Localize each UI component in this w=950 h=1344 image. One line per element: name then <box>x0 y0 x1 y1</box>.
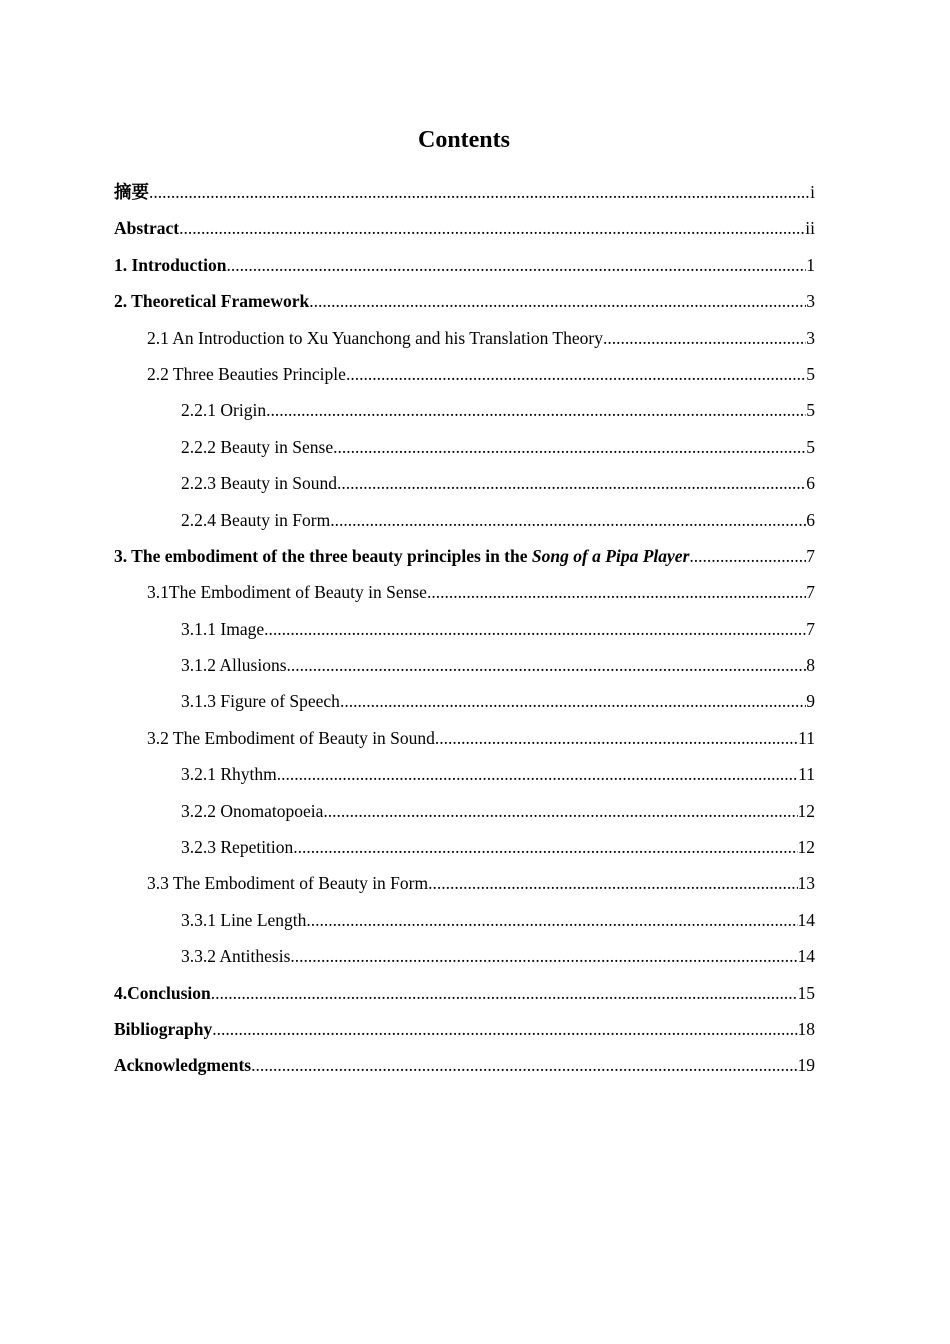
toc-entry-page-number: 5 <box>806 400 815 421</box>
toc-entry[interactable] <box>114 941 815 977</box>
toc-entry-page-number: 19 <box>797 1055 815 1076</box>
toc-entry-label <box>114 541 689 571</box>
toc-entry-label-text: Abstract <box>114 218 180 239</box>
toc-entry[interactable] <box>114 723 815 759</box>
toc-entry-label-text: 摘要 <box>114 182 149 202</box>
dot-leader <box>264 614 806 644</box>
toc-entry-label <box>181 650 287 680</box>
toc-entry[interactable] <box>114 577 815 613</box>
toc-entry-label <box>114 286 309 316</box>
toc-entry-page-number: 12 <box>797 837 815 858</box>
toc-entry-label <box>181 686 340 716</box>
toc-entry-page-number: ii <box>805 218 815 239</box>
toc-entry[interactable] <box>114 650 815 686</box>
toc-entry-label-text: 3.3.1 Line Length <box>181 909 307 930</box>
toc-entry-page-number: 3 <box>806 327 815 348</box>
toc-entry-label <box>147 723 435 753</box>
toc-entry-label <box>181 796 323 826</box>
toc-entry-page-number: 7 <box>806 618 815 639</box>
toc-entry[interactable] <box>114 978 815 1014</box>
toc-entry-page-number: i <box>810 182 815 202</box>
toc-entry[interactable] <box>114 177 815 213</box>
dot-leader <box>277 759 798 789</box>
toc-entry[interactable] <box>114 1014 815 1050</box>
toc-entry-label-text: 2.2 Three Beauties Principle <box>147 363 346 384</box>
toc-entry-page-number: 12 <box>797 800 815 821</box>
toc-entry[interactable] <box>114 796 815 832</box>
toc-entry-label-text: 2.2.4 Beauty in Form <box>181 509 331 530</box>
dot-leader <box>323 796 797 826</box>
toc-entry-label-text: 3.1.2 Allusions <box>181 655 287 676</box>
toc-entry-page-number: 9 <box>806 691 815 712</box>
toc-entry-label-text: 3.1.1 Image <box>181 618 265 639</box>
toc-entry-label <box>114 250 226 280</box>
toc-entry-label <box>181 941 290 971</box>
toc-entry-label <box>114 213 179 243</box>
toc-entry[interactable] <box>114 1050 815 1086</box>
toc-entry[interactable] <box>114 213 815 249</box>
table-of-contents <box>114 177 815 1087</box>
toc-entry[interactable] <box>114 359 815 395</box>
toc-entry-label-text: 3.2.3 Repetition <box>181 837 294 858</box>
toc-entry-label <box>147 323 603 353</box>
toc-entry-label-text: 2.1 An Introduction to Xu Yuanchong and his Translation Theory <box>147 327 603 348</box>
dot-leader <box>428 868 797 898</box>
toc-entry-label-text: Bibliography <box>114 1018 213 1039</box>
toc-entry-page-number: 1 <box>806 254 815 275</box>
toc-entry-label-text: 4.Conclusion <box>114 982 211 1003</box>
toc-entry-label-text: 3.2.2 Onomatopoeia <box>181 800 324 821</box>
page-title: Contents <box>417 127 510 153</box>
toc-entry-label-text: 3.1The Embodiment of Beauty in Sense <box>147 582 427 603</box>
dot-leader <box>149 177 810 207</box>
dot-leader <box>266 395 806 425</box>
toc-entry-label-text: 3. The embodiment of the three beauty principles in the <box>114 545 532 566</box>
toc-entry-page-number: 7 <box>806 545 815 566</box>
toc-entry-label-text: 3.2 The Embodiment of Beauty in Sound <box>147 727 435 748</box>
toc-entry-label-text: 1. Introduction <box>114 254 227 275</box>
toc-entry-page-number: 14 <box>797 909 815 930</box>
toc-entry-page-number: 3 <box>806 291 815 312</box>
toc-entry[interactable] <box>114 686 815 722</box>
dot-leader <box>333 432 806 462</box>
toc-entry-page-number: 11 <box>798 764 815 785</box>
toc-entry-page-number: 8 <box>806 655 815 676</box>
toc-entry-page-number: 6 <box>806 473 815 494</box>
dot-leader <box>306 905 797 935</box>
toc-entry-page-number: 13 <box>797 873 815 894</box>
dot-leader <box>603 323 806 353</box>
dot-leader <box>346 359 806 389</box>
dot-leader <box>287 650 807 680</box>
dot-leader <box>427 577 806 607</box>
toc-entry-label-text: 2.2.2 Beauty in Sense <box>181 436 334 457</box>
toc-entry[interactable] <box>114 395 815 431</box>
dot-leader <box>435 723 798 753</box>
toc-entry-label <box>147 359 346 389</box>
toc-entry-page-number: 7 <box>806 582 815 603</box>
toc-entry-page-number: 5 <box>806 363 815 384</box>
toc-entry-italic-title: Song of a Pipa Player <box>531 545 690 566</box>
toc-entry[interactable] <box>114 286 815 322</box>
toc-entry-label <box>114 177 149 207</box>
toc-entry-label-text: 2.2.3 Beauty in Sound <box>181 473 338 494</box>
toc-entry-label <box>181 432 333 462</box>
toc-entry[interactable] <box>114 323 815 359</box>
toc-entry[interactable] <box>114 432 815 468</box>
dot-leader <box>290 941 797 971</box>
toc-entry-label-text: 2.2.1 Origin <box>181 400 267 421</box>
toc-entry[interactable] <box>114 905 815 941</box>
dot-leader <box>293 832 797 862</box>
toc-entry-label <box>114 1050 251 1080</box>
toc-entry-label-text: 3.3 The Embodiment of Beauty in Form <box>147 873 429 894</box>
toc-entry-label <box>181 759 277 789</box>
dot-leader <box>251 1050 797 1080</box>
toc-entry[interactable] <box>114 505 815 541</box>
toc-entry-label <box>181 832 293 862</box>
toc-entry-label <box>147 577 427 607</box>
toc-entry-label-text: Acknowledgments <box>114 1055 252 1076</box>
toc-entry[interactable] <box>114 468 815 504</box>
dot-leader <box>337 468 806 498</box>
toc-entry-page-number: 11 <box>798 727 815 748</box>
toc-entry-page-number: 15 <box>797 982 815 1003</box>
toc-entry-page-number: 14 <box>797 946 815 967</box>
dot-leader <box>330 505 806 535</box>
toc-entry-label <box>114 1014 212 1044</box>
toc-entry-label <box>181 395 266 425</box>
toc-entry[interactable] <box>114 759 815 795</box>
dot-leader <box>689 541 806 571</box>
toc-entry-label <box>181 468 337 498</box>
toc-entry-label <box>181 905 306 935</box>
toc-entry[interactable] <box>114 614 815 650</box>
dot-leader <box>309 286 806 316</box>
toc-entry-page-number: 18 <box>797 1018 815 1039</box>
dot-leader <box>179 213 805 243</box>
toc-entry-label <box>147 868 428 898</box>
dot-leader <box>340 686 806 716</box>
toc-entry-page-number: 5 <box>806 436 815 457</box>
dot-leader <box>226 250 806 280</box>
toc-entry[interactable] <box>114 541 815 577</box>
toc-entry-label-text: 2. Theoretical Framework <box>114 291 310 312</box>
dot-leader <box>211 978 798 1008</box>
toc-entry-label <box>181 505 330 535</box>
toc-entry-page-number: 6 <box>806 509 815 530</box>
toc-entry[interactable] <box>114 832 815 868</box>
toc-entry[interactable] <box>114 868 815 904</box>
toc-entry-label <box>181 614 264 644</box>
toc-entry-label-text: 3.3.2 Antithesis <box>181 946 291 967</box>
dot-leader <box>212 1014 797 1044</box>
toc-entry-label-text: 3.1.3 Figure of Speech <box>181 691 340 712</box>
toc-entry[interactable] <box>114 250 815 286</box>
toc-entry-label <box>114 978 211 1008</box>
toc-entry-label-text: 3.2.1 Rhythm <box>181 764 277 785</box>
